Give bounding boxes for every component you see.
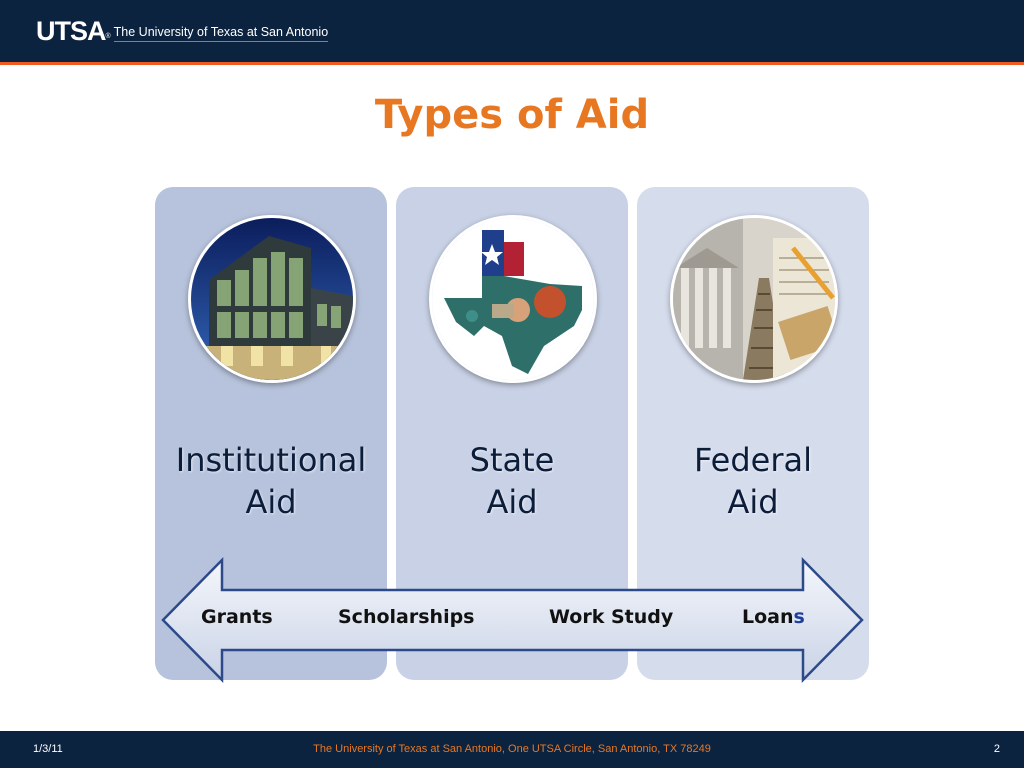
logo-mark: UTSA — [36, 16, 106, 46]
label-line: Federal — [694, 441, 812, 479]
footer-address: The University of Texas at San Antonio, One UTSA Circle, San Antonio, TX 78249 — [313, 743, 711, 755]
label-line: Aid — [245, 483, 297, 521]
label-loans — [742, 606, 805, 628]
registered-mark: ® — [105, 33, 111, 40]
label-scholarships: Scholarships — [338, 606, 475, 628]
label-work-study: Work Study — [549, 606, 674, 628]
label-line: Aid — [727, 483, 779, 521]
university-name: The University of Texas at San Antonio — [114, 25, 328, 42]
footer-date: 1/3/11 — [33, 743, 63, 755]
label-grants: Grants — [201, 606, 273, 628]
label-line: Institutional — [175, 441, 367, 479]
label-line: Aid — [486, 483, 538, 521]
label-line: State — [469, 441, 555, 479]
slide-number: 2 — [993, 743, 1000, 755]
slide-title: Types of Aid — [374, 92, 650, 138]
loans-text: Loan — [742, 606, 794, 628]
loans-suffix: s — [793, 606, 805, 628]
footer-bar — [0, 731, 1024, 768]
